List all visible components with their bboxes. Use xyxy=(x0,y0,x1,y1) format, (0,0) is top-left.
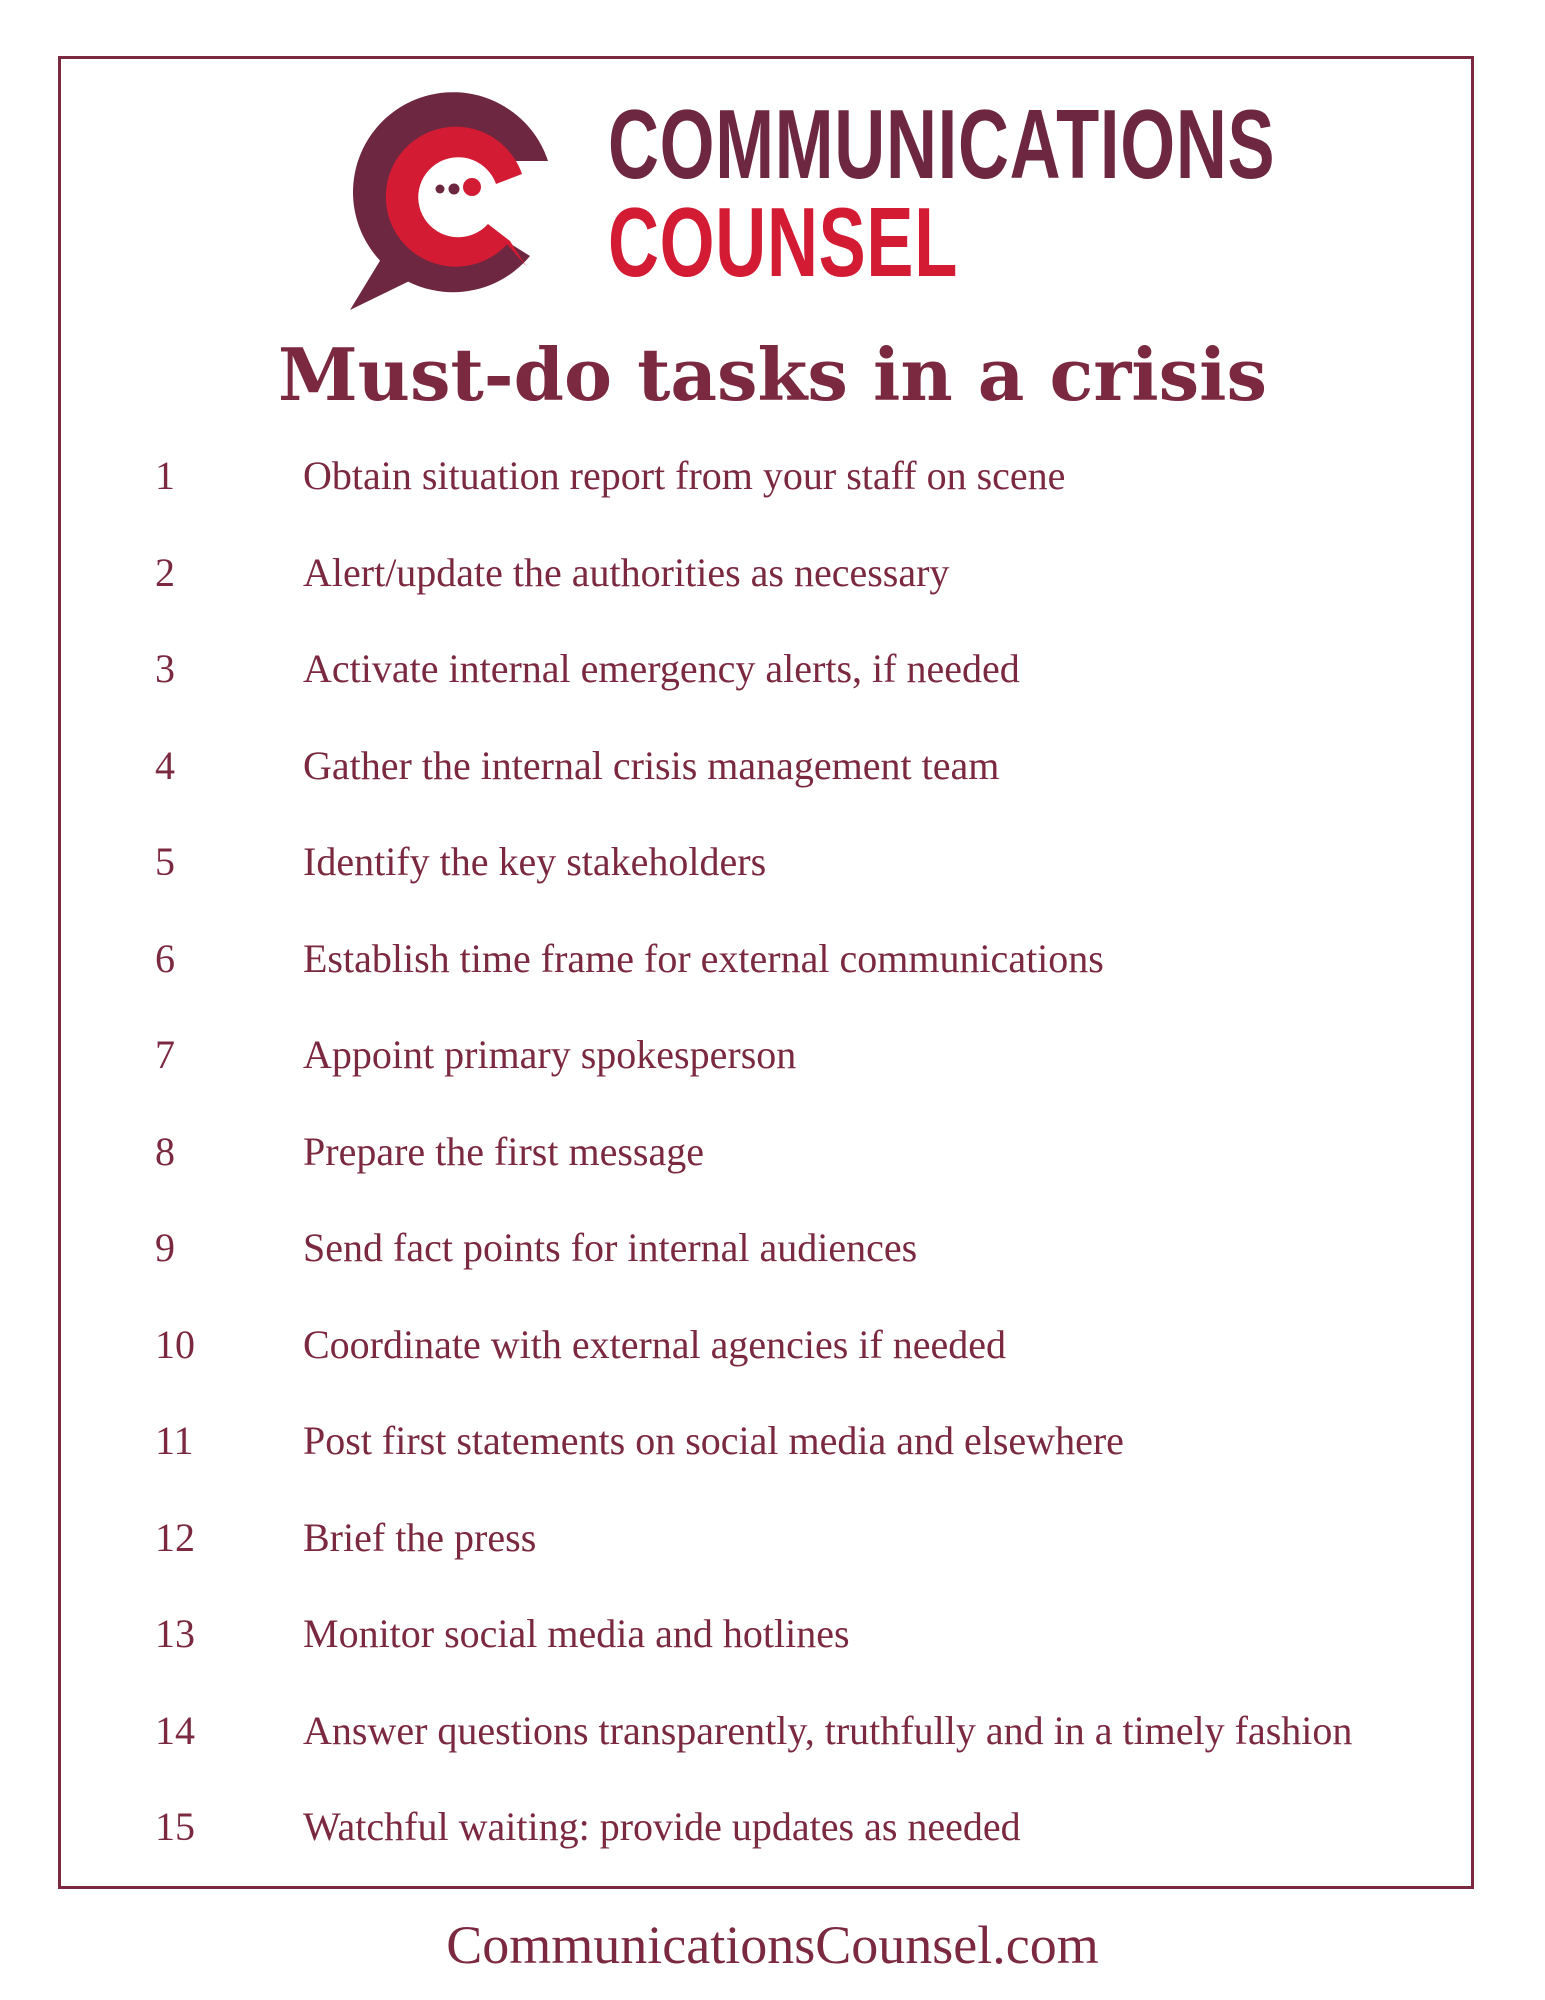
list-item xyxy=(0,736,1545,833)
task-text: Establish time frame for external communications xyxy=(303,935,1104,981)
brand-name-line1: COMMUNICATIONS xyxy=(608,89,1276,199)
list-item xyxy=(0,1508,1545,1605)
brand-name-line2: COUNSEL xyxy=(608,187,959,297)
task-text: Identify the key stakeholders xyxy=(303,839,767,884)
list-item xyxy=(0,639,1545,736)
list-item xyxy=(0,1604,1545,1701)
task-number: 8 xyxy=(155,1128,175,1174)
list-item xyxy=(0,929,1545,1026)
task-number: 12 xyxy=(155,1514,195,1560)
footer-website: CommunicationsCounsel.com xyxy=(446,1915,1099,1975)
task-text: Answer questions transparently, truthfully and in a timely fashion xyxy=(303,1707,1353,1753)
task-number: 7 xyxy=(155,1032,175,1077)
task-number: 3 xyxy=(155,646,175,691)
task-number: 14 xyxy=(155,1707,195,1753)
list-item xyxy=(0,1315,1545,1412)
list-item xyxy=(0,446,1545,543)
task-text: Activate internal emergency alerts, if needed xyxy=(303,646,1020,691)
list-item xyxy=(0,1218,1545,1315)
page-title: Must-do tasks in a crisis xyxy=(277,332,1268,417)
task-number: 15 xyxy=(155,1804,195,1849)
list-item xyxy=(0,1797,1545,1894)
task-text: Gather the internal crisis management team xyxy=(303,742,1000,788)
list-item xyxy=(0,1025,1545,1122)
list-item xyxy=(0,832,1545,929)
task-text: Appoint primary spokesperson xyxy=(303,1032,797,1077)
task-list xyxy=(0,446,1545,1894)
task-text: Brief the press xyxy=(303,1514,537,1560)
task-number: 4 xyxy=(155,742,175,788)
task-text: Prepare the first message xyxy=(303,1128,704,1174)
task-number: 1 xyxy=(155,453,175,498)
list-item xyxy=(0,1122,1545,1219)
task-text: Alert/update the authorities as necessary xyxy=(303,549,950,595)
task-number: 2 xyxy=(155,549,175,595)
task-number: 13 xyxy=(155,1611,195,1656)
task-text: Send fact points for internal audiences xyxy=(303,1225,918,1270)
task-text: Monitor social media and hotlines xyxy=(303,1611,850,1656)
task-text: Coordinate with external agencies if needed xyxy=(303,1321,1007,1367)
task-text: Post first statements on social media and elsewhere xyxy=(303,1418,1124,1463)
task-number: 9 xyxy=(155,1225,175,1270)
task-number: 5 xyxy=(155,839,175,884)
list-item xyxy=(0,1701,1545,1798)
brand-logo xyxy=(340,66,1276,316)
list-item xyxy=(0,1411,1545,1508)
task-number: 11 xyxy=(155,1418,194,1463)
task-text: Obtain situation report from your staff on scene xyxy=(303,453,1066,498)
list-item xyxy=(0,543,1545,640)
speech-bubble-c-logo-icon xyxy=(340,66,580,316)
task-number: 10 xyxy=(155,1321,195,1367)
task-text: Watchful waiting: provide updates as needed xyxy=(303,1804,1021,1849)
task-number: 6 xyxy=(155,935,175,981)
